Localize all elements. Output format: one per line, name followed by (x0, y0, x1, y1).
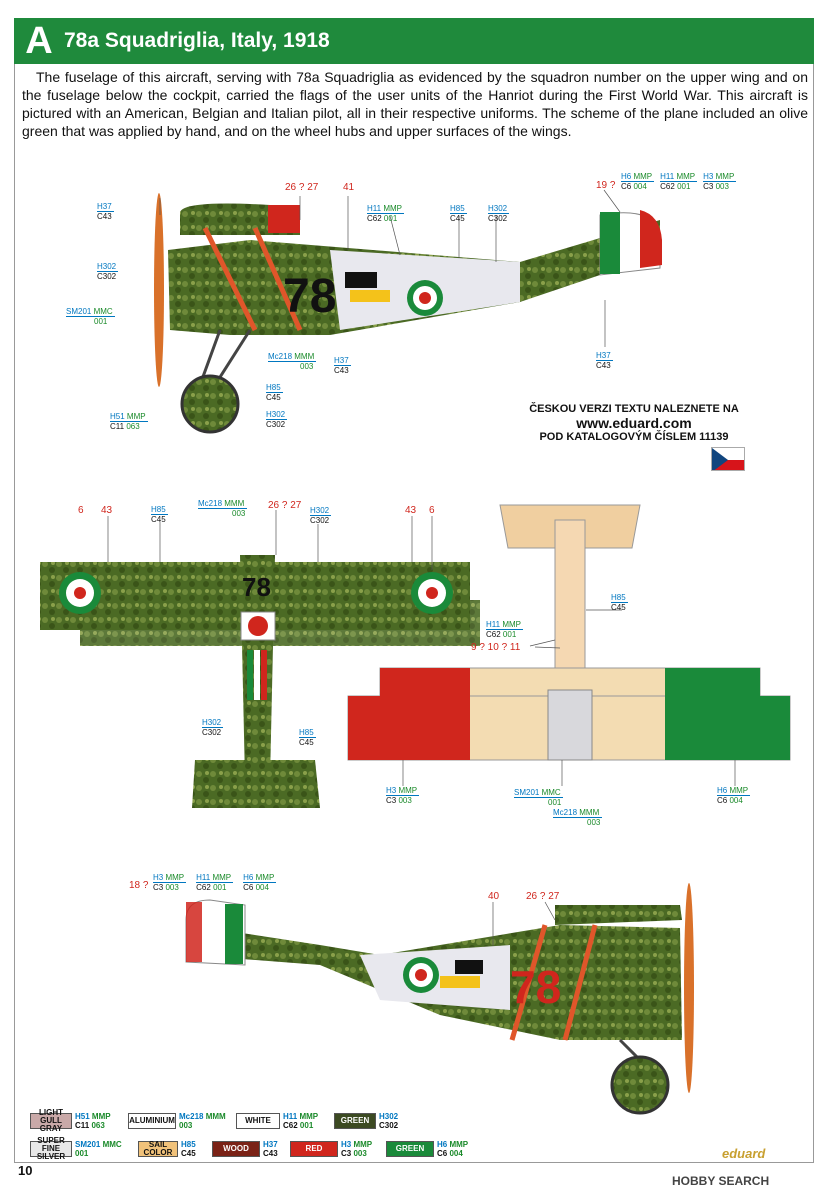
profile-title: 78a Squadriglia, Italy, 1918 (64, 29, 330, 52)
bottom-wing-green (665, 668, 790, 760)
callout-fuselage: H85 C45 (450, 204, 465, 223)
legend-item (30, 1136, 122, 1161)
legend-item (334, 1112, 398, 1130)
legend-item (128, 1112, 226, 1130)
legend-item (236, 1112, 318, 1130)
note-number: 41 (343, 182, 355, 193)
callout-propeller: H37 C43 (97, 202, 112, 221)
bottom-fuselage (555, 520, 585, 680)
callout-top-fuselage: H85 C45 (299, 728, 314, 747)
eduard-logo: eduard (722, 1146, 766, 1161)
callout-bottom-stripe: H11 MMP C62 001 (486, 620, 521, 639)
legend-swatch: WHITE (236, 1113, 280, 1129)
fuselage-number-2: 78 (510, 961, 562, 1013)
legend-item (290, 1140, 372, 1158)
upper-wing-red-tip (268, 205, 300, 233)
legend-item (386, 1140, 468, 1158)
legend-swatch: GREEN (334, 1113, 376, 1129)
callout-fuselage: H302 C302 (488, 204, 508, 223)
legend-swatch: SAIL COLOR (138, 1141, 178, 1157)
top-wing-number: 78 (242, 572, 271, 602)
callout-bottom-green: H6 MMP C6 004 (717, 786, 749, 805)
legend-swatch: RED (290, 1141, 338, 1157)
callout-nose: H302 C302 (97, 262, 117, 281)
callout-gear: H85 C45 (266, 383, 281, 402)
note-number: 18 ? (129, 880, 149, 891)
note-number: 6 (429, 505, 435, 516)
legend-swatch: WOOD (212, 1141, 260, 1157)
callout-bottom-cowl: Mc218 MMM 003 (553, 808, 601, 827)
note-number: 19 ? (596, 180, 616, 191)
callout-wheel: H302 C302 (266, 410, 286, 429)
legend-codes: H37 C43 (263, 1140, 278, 1158)
legend-swatch: GREEN (386, 1141, 434, 1157)
czech-note: ČESKOU VERZI TEXTU NALEZNETE NA www.eduard.com POD KATALOGOVÝM ČÍSLEM 11139 (510, 402, 758, 444)
callout-fuselage: H11 MMP C62 001 (367, 204, 402, 223)
note-number: 43 (101, 505, 113, 516)
legend-codes: Mc218 MMM 003 (179, 1112, 226, 1130)
legend-codes: SM201 MMC 001 (75, 1140, 122, 1158)
top-tailplane (192, 760, 320, 808)
callout-bottom-fuselage: H85 C45 (611, 593, 626, 612)
rudder-green-stripe (600, 212, 620, 274)
note-number: 26 ? 27 (285, 182, 319, 193)
legend-codes: H3 MMP C3 003 (341, 1140, 373, 1158)
legend-codes: H6 MMP C6 004 (437, 1140, 469, 1158)
upper-wing-2 (555, 905, 682, 925)
fuselage-number: 78 (283, 270, 337, 323)
profile-letter: A (25, 20, 53, 62)
watermark: HOBBY SEARCH (672, 1174, 770, 1188)
callout-strut: H37 C43 (334, 356, 349, 375)
wheel-2 (612, 1057, 668, 1113)
legend-swatch: ALUMINIUM (128, 1113, 176, 1129)
legend-swatch: SUPER FINE SILVER (30, 1141, 72, 1157)
description-text: The fuselage of this aircraft, serving with 78a Squadriglia as evidenced by the squadron number on the upper wing and on the fuselage below the cockpit, carried the flags of the user units of the Hanriot during the First World War. This aircraft is pictured with an American, Belgian and Italian pilot, all in their respective uniforms. The scheme of the plane included an olive green that was applied by hand, and on the wheel hubs and upper surfaces of the wings. (22, 69, 808, 139)
callout-cowling: SM201 MMC 001 (66, 307, 113, 326)
rudder-red-stripe (640, 210, 662, 268)
bottom-cowling (548, 690, 592, 760)
callout-top-fuselage: H302 C302 (202, 718, 222, 737)
czech-flag-icon (711, 447, 745, 471)
legend-item (212, 1140, 278, 1158)
propeller (154, 193, 164, 387)
legend-codes: H51 MMP C11 063 (75, 1112, 111, 1130)
callout-skid: H37 C43 (596, 351, 611, 370)
note-number: 26 ? 27 (268, 500, 302, 511)
callout-rudder-2: H3 MMP C3 003 H11 MMP C62 001 H6 MMP C6 004 (153, 873, 275, 892)
legend-swatch: LIGHT GULL GRAY (30, 1113, 72, 1129)
legend-codes: H11 MMP C62 001 (283, 1112, 319, 1130)
legend-item (30, 1108, 111, 1133)
note-number: 6 (78, 505, 84, 516)
callout-top-cowl: Mc218 MMM 003 (198, 499, 246, 518)
callout-bottom-red: H3 MMP C3 003 (386, 786, 418, 805)
bottom-wing-red (348, 668, 470, 760)
legend-codes: H85 C45 (181, 1140, 196, 1158)
note-number: 40 (488, 891, 500, 902)
wheel (182, 376, 238, 432)
page-number: 10 (18, 1163, 33, 1178)
legend-item (138, 1140, 196, 1158)
legend-codes: H302 C302 (379, 1112, 399, 1130)
callout-strut: Mc218 MMM 003 (268, 352, 315, 371)
flag-yellow (350, 290, 390, 302)
propeller-2 (684, 883, 694, 1093)
callout-rudder: H6 MMP C6 004 H11 MMP C62 001 H3 MMP C3 003 (621, 172, 735, 191)
callout-top-wing: H302 C302 (310, 506, 330, 525)
note-number: 26 ? 27 (526, 891, 560, 902)
note-number: 43 (405, 505, 417, 516)
side-view-left (154, 193, 662, 432)
callout-wheel-hub: H51 MMP C11 063 (110, 412, 146, 431)
callout-bottom-cowl: SM201 MMC 001 (514, 788, 562, 807)
eduard-url[interactable]: www.eduard.com (576, 415, 692, 431)
note-number: 9 ? 10 ? 11 (471, 642, 521, 653)
flag-belgium (345, 272, 377, 288)
side-view-right (186, 883, 694, 1113)
callout-top-wing: H85 C45 (151, 505, 166, 524)
